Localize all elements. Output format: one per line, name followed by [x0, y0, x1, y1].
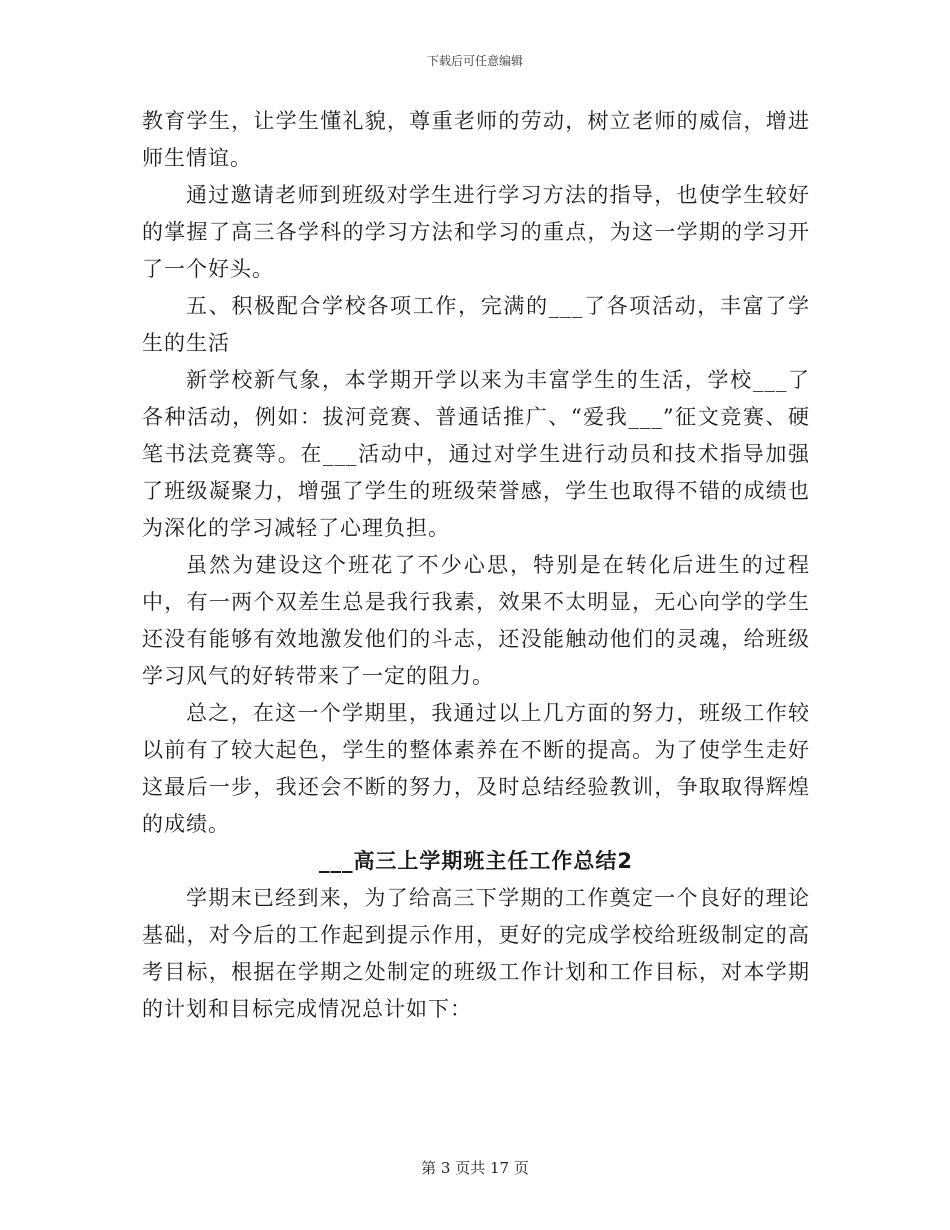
document-body — [142, 103, 810, 1028]
paragraph-continuation: 教育学生，让学生懂礼貌，尊重老师的劳动，树立老师的威信，增进师生情谊。 — [142, 109, 810, 170]
page-number: 第 3 页共 17 页 — [421, 1159, 529, 1177]
paragraph-conclusion: 总之，在这一个学期里，我通过以上几方面的努力，班级工作较以前有了较大起色，学生的整体素养在不断的提高。为了使学生走好这最后一步，我还会不断的努力，及时总结经验教训，争取取得辉煌的成绩。 — [142, 701, 810, 836]
paragraph-section-five: 五、积极配合学校各项工作，完满的___了各项活动，丰富了学生的生活 — [142, 294, 810, 355]
paragraph: 新学校新气象，本学期开学以来为丰富学生的生活，学校___了各种活动，例如：拔河竞赛、普通话推广、“爱我___”征文竞赛、硬笔书法竞赛等。在___活动中，通过对学生进行动员和技术指导加强了班级凝聚力，增强了学生的班级荣誉感，学生也取得不错的成绩也为深化的学习减轻了心理负担。 — [142, 368, 810, 540]
paragraph: 虽然为建设这个班花了不少心思，特别是在转化后进生的过程中，有一两个双差生总是我行我素，效果不太明显，无心向学的学生还没有能够有效地激发他们的斗志，还没能触动他们的灵魂，给班级学习风气的好转带来了一定的阻力。 — [142, 553, 810, 688]
paragraph: 学期末已经到来，为了给高三下学期的工作奠定一个良好的理论基础，对今后的工作起到提示作用，更好的完成学校给班级制定的高考目标，根据在学期之处制定的班级工作计划和工作目标，对本学期的计划和目标完成情况总计如下： — [142, 886, 810, 1021]
section-title: ___高三上学期班主任工作总结2 — [318, 849, 634, 873]
paragraph: 通过邀请老师到班级对学生进行学习方法的指导，也使学生较好的掌握了高三各学科的学习方法和学习的重点，为这一学期的学习开了一个好头。 — [142, 183, 810, 281]
page-header-note: 下载后可任意编辑 — [426, 54, 523, 68]
